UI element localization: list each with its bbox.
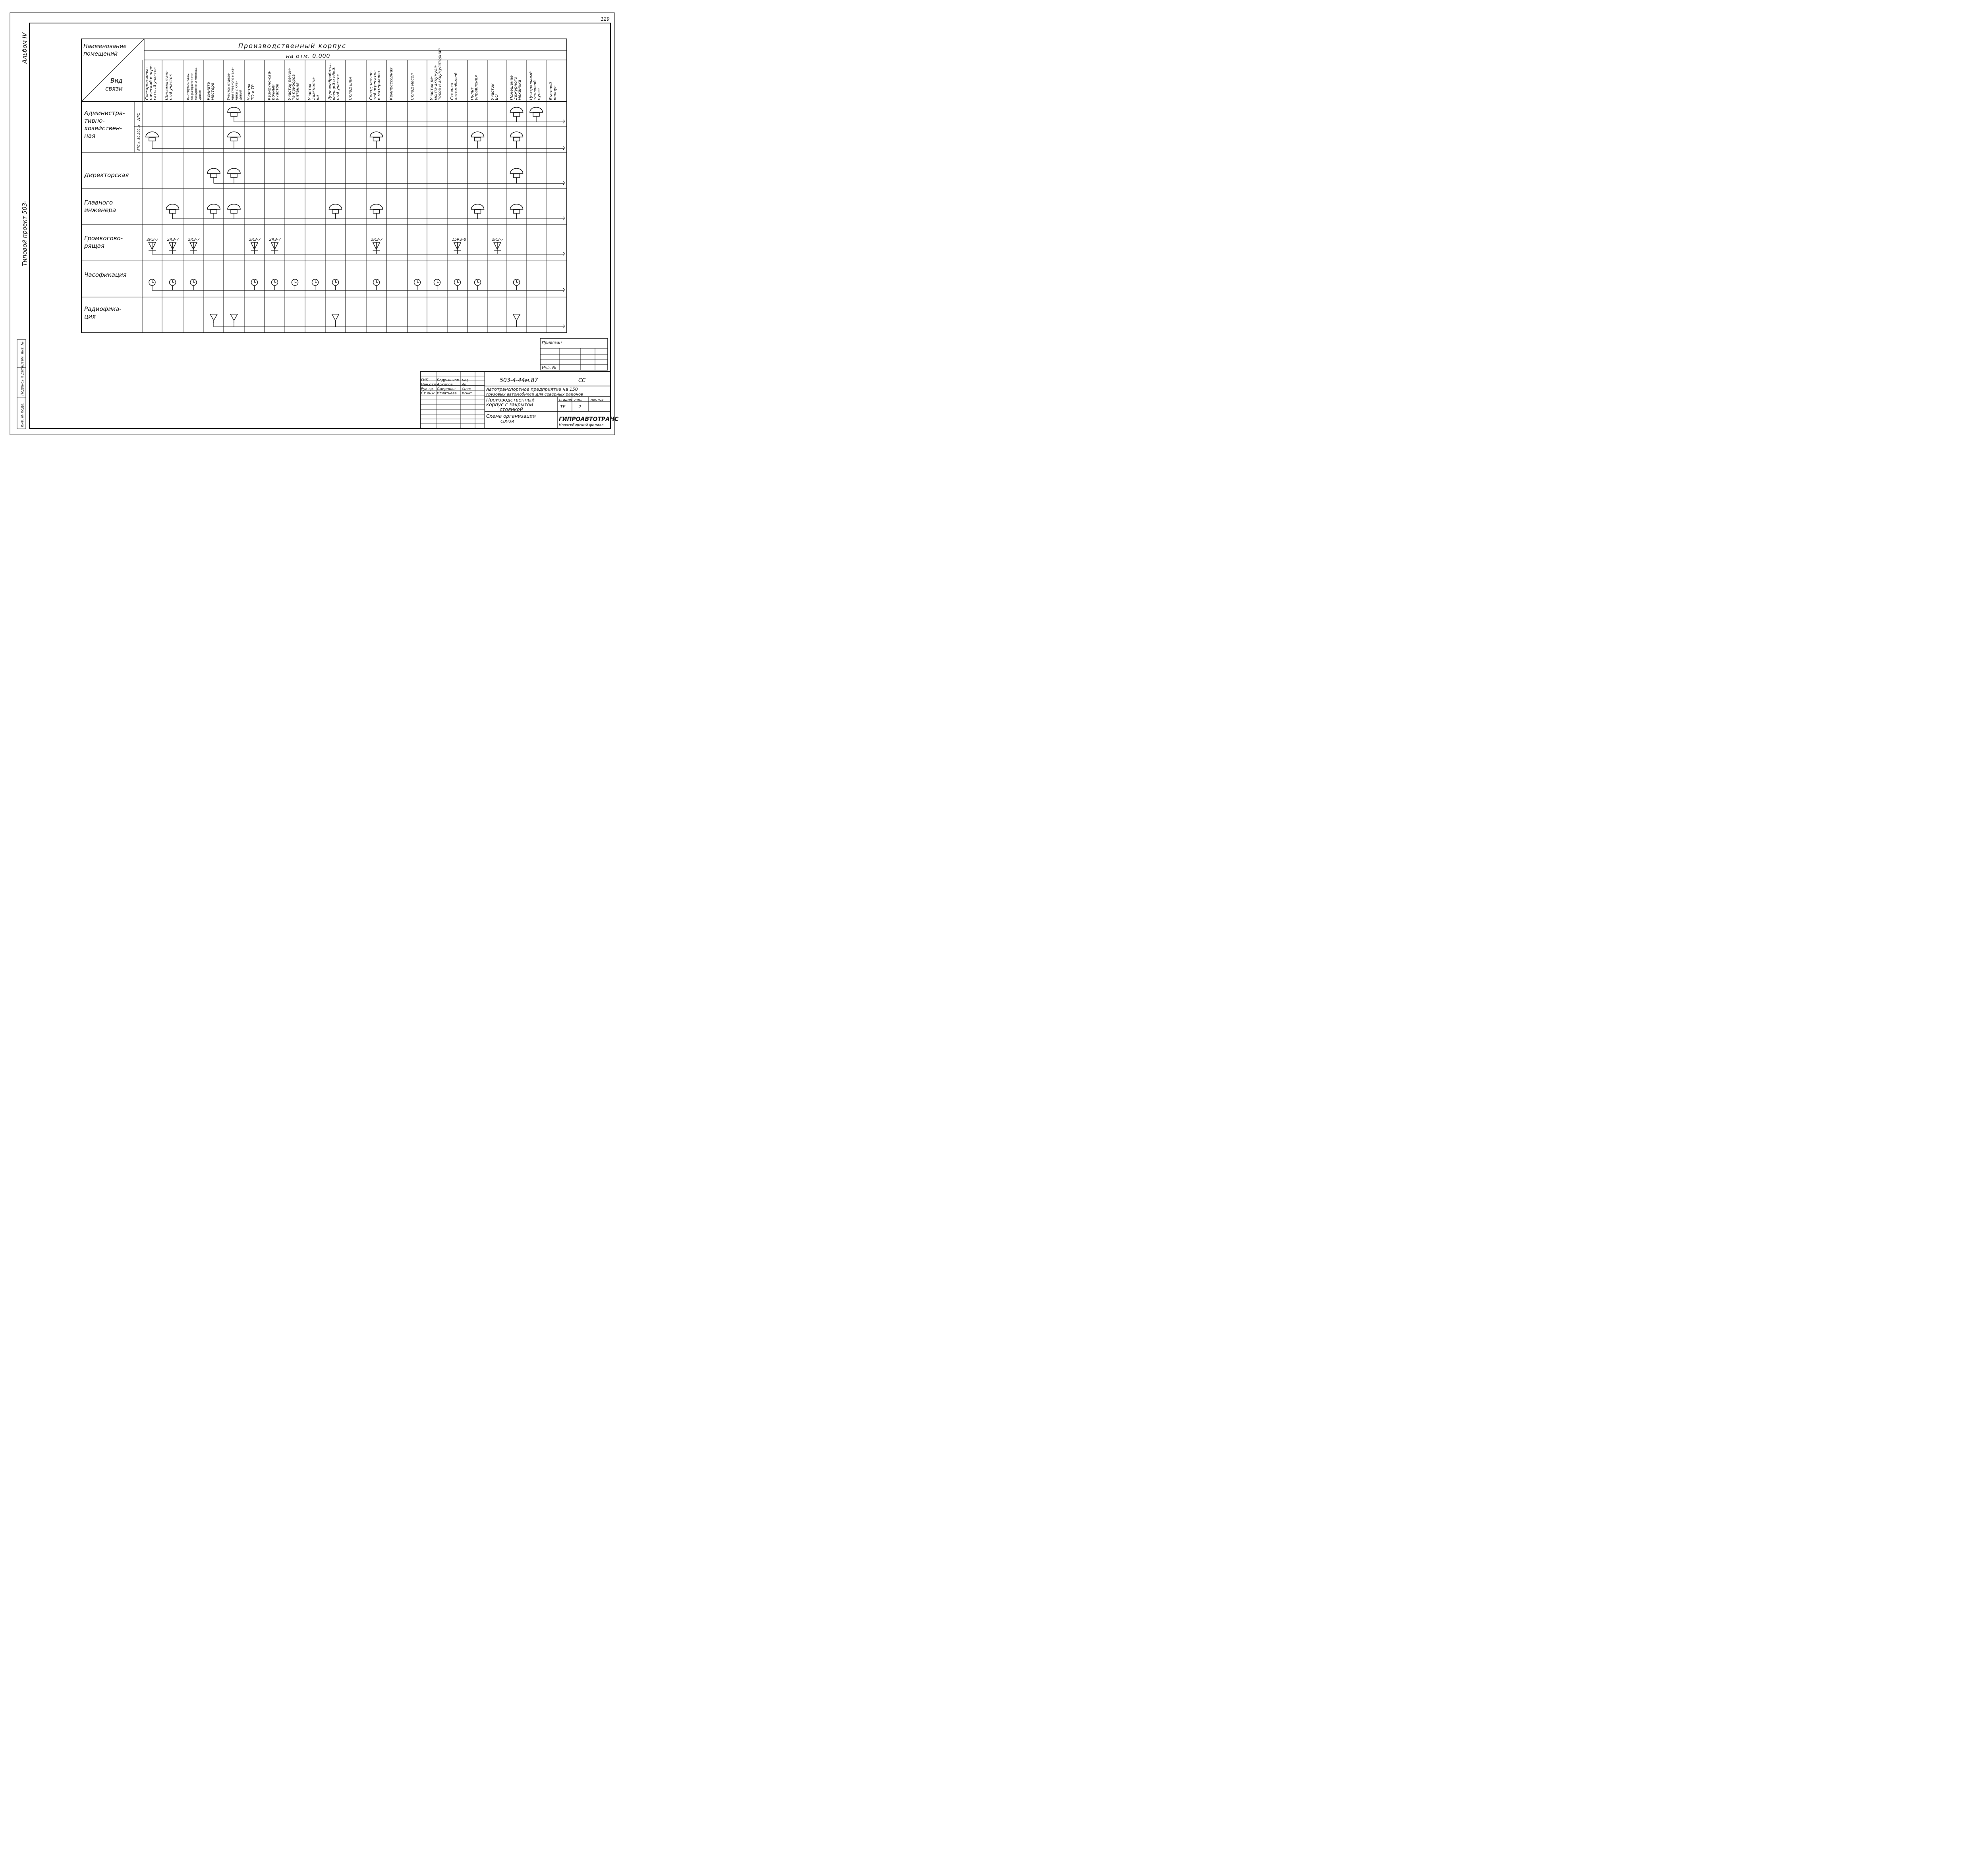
staff-name: Бодрышков: [437, 378, 459, 382]
telephone-icon: [475, 137, 481, 141]
corner-top-label-1: Наименование: [83, 43, 127, 50]
level-title: на отм. 0.000: [286, 53, 330, 60]
telephone-icon: [370, 132, 383, 137]
telephone-icon: [170, 210, 176, 213]
telephone-icon: [146, 132, 158, 137]
telephone-icon: [510, 168, 523, 174]
room-name: довой: [239, 90, 242, 100]
staff-role: ГИП: [421, 378, 429, 382]
row-loudspeaker: [147, 237, 564, 255]
telephone-icon: [510, 107, 523, 112]
room-name: кладовая и промкл.: [194, 67, 198, 100]
room-name: механика: [518, 80, 522, 100]
loudspeaker-icon: [251, 242, 258, 250]
telephone-icon: [332, 210, 339, 213]
stage-value: ТР: [560, 404, 566, 409]
staff-role: Ст.инж.: [421, 392, 436, 396]
telephone-icon: [149, 137, 155, 141]
room-name: торов и аккумуляторная: [438, 48, 442, 100]
staff-name: Архипов: [437, 383, 453, 387]
comm-type-label: ная: [84, 132, 96, 139]
row-director: [207, 168, 564, 185]
room-name: Шиномонтаж-: [165, 70, 169, 100]
staff-name: Игнатьева: [437, 392, 457, 396]
project-name-1: Автотранспортное предприятие на 150: [486, 387, 578, 392]
room-name: ЕО: [495, 94, 499, 100]
object-name-1: Производственный: [486, 397, 535, 403]
loudspeaker-type-label: 2КЗ-7: [269, 237, 281, 242]
room-name: Пульт: [470, 87, 475, 100]
corner-bottom-label-1: Вид: [110, 77, 123, 84]
room-name: рочный: [271, 84, 276, 100]
staff-role: Рук.гр.: [421, 387, 434, 391]
room-name: диагности-: [312, 77, 316, 100]
comm-type-label: тивно-: [84, 117, 105, 124]
comm-type-label: Главного: [84, 199, 113, 206]
telephone-icon: [231, 210, 237, 213]
object-name-3: стоянкой: [500, 407, 523, 412]
room-name: участок: [275, 83, 280, 100]
room-name: питания: [296, 82, 300, 100]
room-name: Участок: [247, 83, 251, 100]
room-name: и материалов: [377, 71, 381, 100]
project-label: Типовой проект 503-: [21, 201, 28, 266]
drawing-sheet: [0, 0, 622, 440]
telephone-icon: [510, 132, 523, 137]
telephone-icon: [514, 174, 520, 178]
clock-icon: [193, 280, 195, 282]
comm-type-label: Радиофика-: [84, 305, 122, 313]
staff-signature: Бод: [462, 378, 468, 382]
telephone-icon: [514, 113, 520, 116]
telephone-icon: [475, 210, 481, 213]
doc-mark: СС: [578, 378, 586, 384]
sheet-value: 2: [578, 404, 581, 409]
room-name: Бытовой: [549, 82, 553, 100]
room-name: Стоянка: [450, 83, 454, 100]
room-name: Кузнечно-сва-: [267, 70, 272, 100]
building-title: Производственный корпус: [238, 42, 346, 50]
comm-type-label: Директорская: [84, 172, 129, 179]
bus-end-mark: [563, 120, 564, 123]
telephone-icon: [211, 174, 217, 178]
room-name: гатный участок: [153, 67, 157, 100]
loudspeaker-icon: [373, 242, 380, 250]
telephone-icon: [231, 174, 237, 178]
room-name: Участок ре-: [430, 76, 434, 100]
room-name: вающий и обой-: [332, 66, 336, 100]
loudspeaker-type-label: 2КЗ-7: [371, 237, 383, 242]
row-clock: [149, 279, 564, 291]
room-name: управления: [474, 75, 479, 100]
telephone-icon: [530, 107, 543, 112]
loudspeaker-icon: [169, 242, 176, 250]
loudspeaker-type-label: 2КЗ-7: [167, 237, 179, 242]
loudspeaker-type-label: 2КЗ-7: [492, 237, 504, 242]
communication-table: [81, 39, 567, 333]
comm-type-label: ция: [84, 313, 96, 320]
sheet-header: лист: [574, 398, 583, 402]
room-name: мастера: [211, 83, 215, 100]
clock-icon: [295, 280, 297, 282]
clock-icon: [315, 280, 317, 282]
room-name: корпус: [553, 85, 557, 100]
corner-top-label-2: помещений: [83, 51, 118, 57]
telephone-icon: [207, 204, 220, 209]
room-name: Деревообрабаты-: [328, 63, 332, 100]
comm-type-label: рящая: [84, 242, 104, 249]
title-block: [420, 338, 619, 428]
loudspeaker-type-label: 15КЗ-8: [452, 237, 466, 242]
clock-icon: [173, 280, 174, 282]
stage-header: стадия: [559, 398, 572, 402]
row-chief_engineer: [166, 204, 565, 220]
telephone-icon: [329, 204, 342, 209]
telephone-icon: [166, 204, 179, 209]
branch-name: Новосибирский филиал: [559, 423, 604, 427]
bus-end-mark: [563, 147, 564, 150]
room-name: Инструменталь-: [186, 73, 190, 100]
binding-inv-label: Инв. №: [542, 366, 556, 370]
clock-icon: [152, 280, 154, 282]
staff-signature: Смир: [462, 387, 471, 391]
comm-type-label: хозяйствен-: [84, 125, 122, 132]
telephone-icon: [211, 210, 217, 213]
comm-type-label: Громкогово-: [84, 235, 123, 242]
telephone-icon: [510, 204, 523, 209]
telephone-icon: [207, 168, 220, 174]
telephone-icon: [228, 204, 240, 209]
clock-icon: [478, 280, 479, 282]
room-name: Компрессорная: [389, 68, 394, 100]
organization-name: ГИПРОАВТОТРАНС: [559, 416, 619, 423]
room-name: Помещение: [510, 75, 514, 100]
telephone-icon: [231, 113, 237, 116]
room-name: Участок отделе-: [227, 73, 230, 100]
bus-end-mark: [563, 325, 564, 328]
room-name: ния главного меха-: [231, 68, 234, 100]
telephone-icon: [231, 137, 237, 141]
room-name: нический и агре-: [149, 64, 153, 100]
room-name: Центральный: [529, 71, 533, 100]
telephone-icon: [533, 113, 539, 116]
loudspeaker-type-label: 2КЗ-7: [147, 237, 158, 242]
row-admin_ats: [228, 107, 564, 123]
room-name: та приборов: [292, 74, 296, 100]
room-name: ки: [316, 95, 320, 100]
loudspeaker-icon: [190, 242, 197, 250]
room-name: дежурного: [514, 77, 518, 100]
telephone-icon: [228, 132, 240, 137]
sheet-name-1: Схема организации: [486, 413, 536, 419]
loudspeaker-type-label: 2КЗ-7: [249, 237, 261, 242]
room-name: ТО и ТР: [251, 85, 255, 100]
stamp-cell-sign: Подпись и дата: [21, 366, 25, 396]
room-name: Склад масел: [410, 73, 415, 100]
telephone-icon: [514, 137, 520, 141]
loudspeaker-icon: [454, 242, 461, 250]
loudspeaker-icon: [149, 242, 156, 250]
room-name: Склад запчас-: [369, 70, 373, 100]
stamp-cell-inv: Инв. № подл.: [21, 402, 25, 427]
room-name: Комната: [207, 82, 211, 100]
staff-signature: Ар: [462, 383, 466, 386]
bus-end-mark: [563, 288, 564, 291]
object-name-2: корпус с закрытой: [486, 402, 533, 407]
clock-icon: [255, 280, 256, 282]
comm-type-label: инженера: [84, 207, 116, 214]
loudspeaker-type-label: 2КЗ-7: [188, 237, 200, 242]
comm-type-label: Часофикация: [84, 271, 127, 278]
loudspeaker-icon: [494, 242, 501, 250]
room-name: тепловой: [533, 80, 537, 100]
stamp-cell-replace: Взам. инв. №: [21, 341, 25, 366]
telephone-icon: [373, 210, 380, 213]
room-name: Участок: [491, 83, 495, 100]
binding-title: Привязан: [542, 341, 562, 345]
telephone-icon: [228, 168, 240, 174]
bus-end-mark: [563, 217, 564, 220]
row-radio: [210, 314, 564, 328]
staff-role: Нач.отд.: [421, 383, 437, 387]
telephone-icon: [471, 204, 484, 209]
corner-bottom-label-2: связи: [105, 85, 123, 92]
clock-icon: [275, 280, 276, 282]
sheets-header: листов: [591, 398, 604, 402]
staff-signature: Игнат: [462, 392, 472, 395]
clock-icon: [336, 280, 337, 282]
telephone-icon: [370, 204, 383, 209]
page-number: 129: [601, 16, 610, 22]
subrow-label-ats: АТС: [137, 113, 141, 121]
clock-icon: [437, 280, 439, 282]
clock-icon: [458, 280, 459, 282]
staff-name: Смирнова: [437, 387, 456, 391]
room-name: тей агрегатов: [373, 70, 377, 100]
room-name: Слесарно-меха-: [145, 67, 149, 100]
room-name: монта аккумуля-: [434, 65, 438, 100]
clock-icon: [377, 280, 378, 282]
room-name: но-раздаточная: [190, 73, 194, 100]
clock-icon: [517, 280, 518, 282]
room-name: ника с кла-: [235, 81, 238, 100]
telephone-icon: [514, 210, 520, 213]
subrow-label-ats50: АТС к. 50 200 м: [137, 125, 141, 151]
room-name: ный участок: [336, 74, 340, 100]
room-name: ный участок: [169, 74, 173, 100]
room-name: пункт: [537, 88, 541, 100]
room-name: автомобилей: [454, 72, 458, 100]
sheet-name-2: связи: [500, 418, 515, 424]
loudspeaker-icon: [271, 242, 278, 250]
album-label: Альбом IV: [21, 33, 28, 64]
room-name: Участок ремон-: [288, 68, 292, 100]
room-name: Участок: [308, 83, 312, 100]
project-name-2: грузовых автомобилей для северных районов: [486, 392, 583, 397]
bus-end-mark: [563, 252, 564, 255]
telephone-icon: [228, 107, 240, 112]
comm-type-label: Администра-: [84, 110, 125, 117]
room-name: Склад шин: [348, 77, 353, 100]
clock-icon: [417, 280, 419, 282]
telephone-icon: [471, 132, 484, 137]
telephone-icon: [373, 137, 380, 141]
bus-end-mark: [563, 181, 564, 185]
room-name: довая: [198, 90, 202, 100]
doc-code: 503-4-44м.87: [500, 377, 538, 384]
row-admin_ats50: [146, 132, 564, 150]
